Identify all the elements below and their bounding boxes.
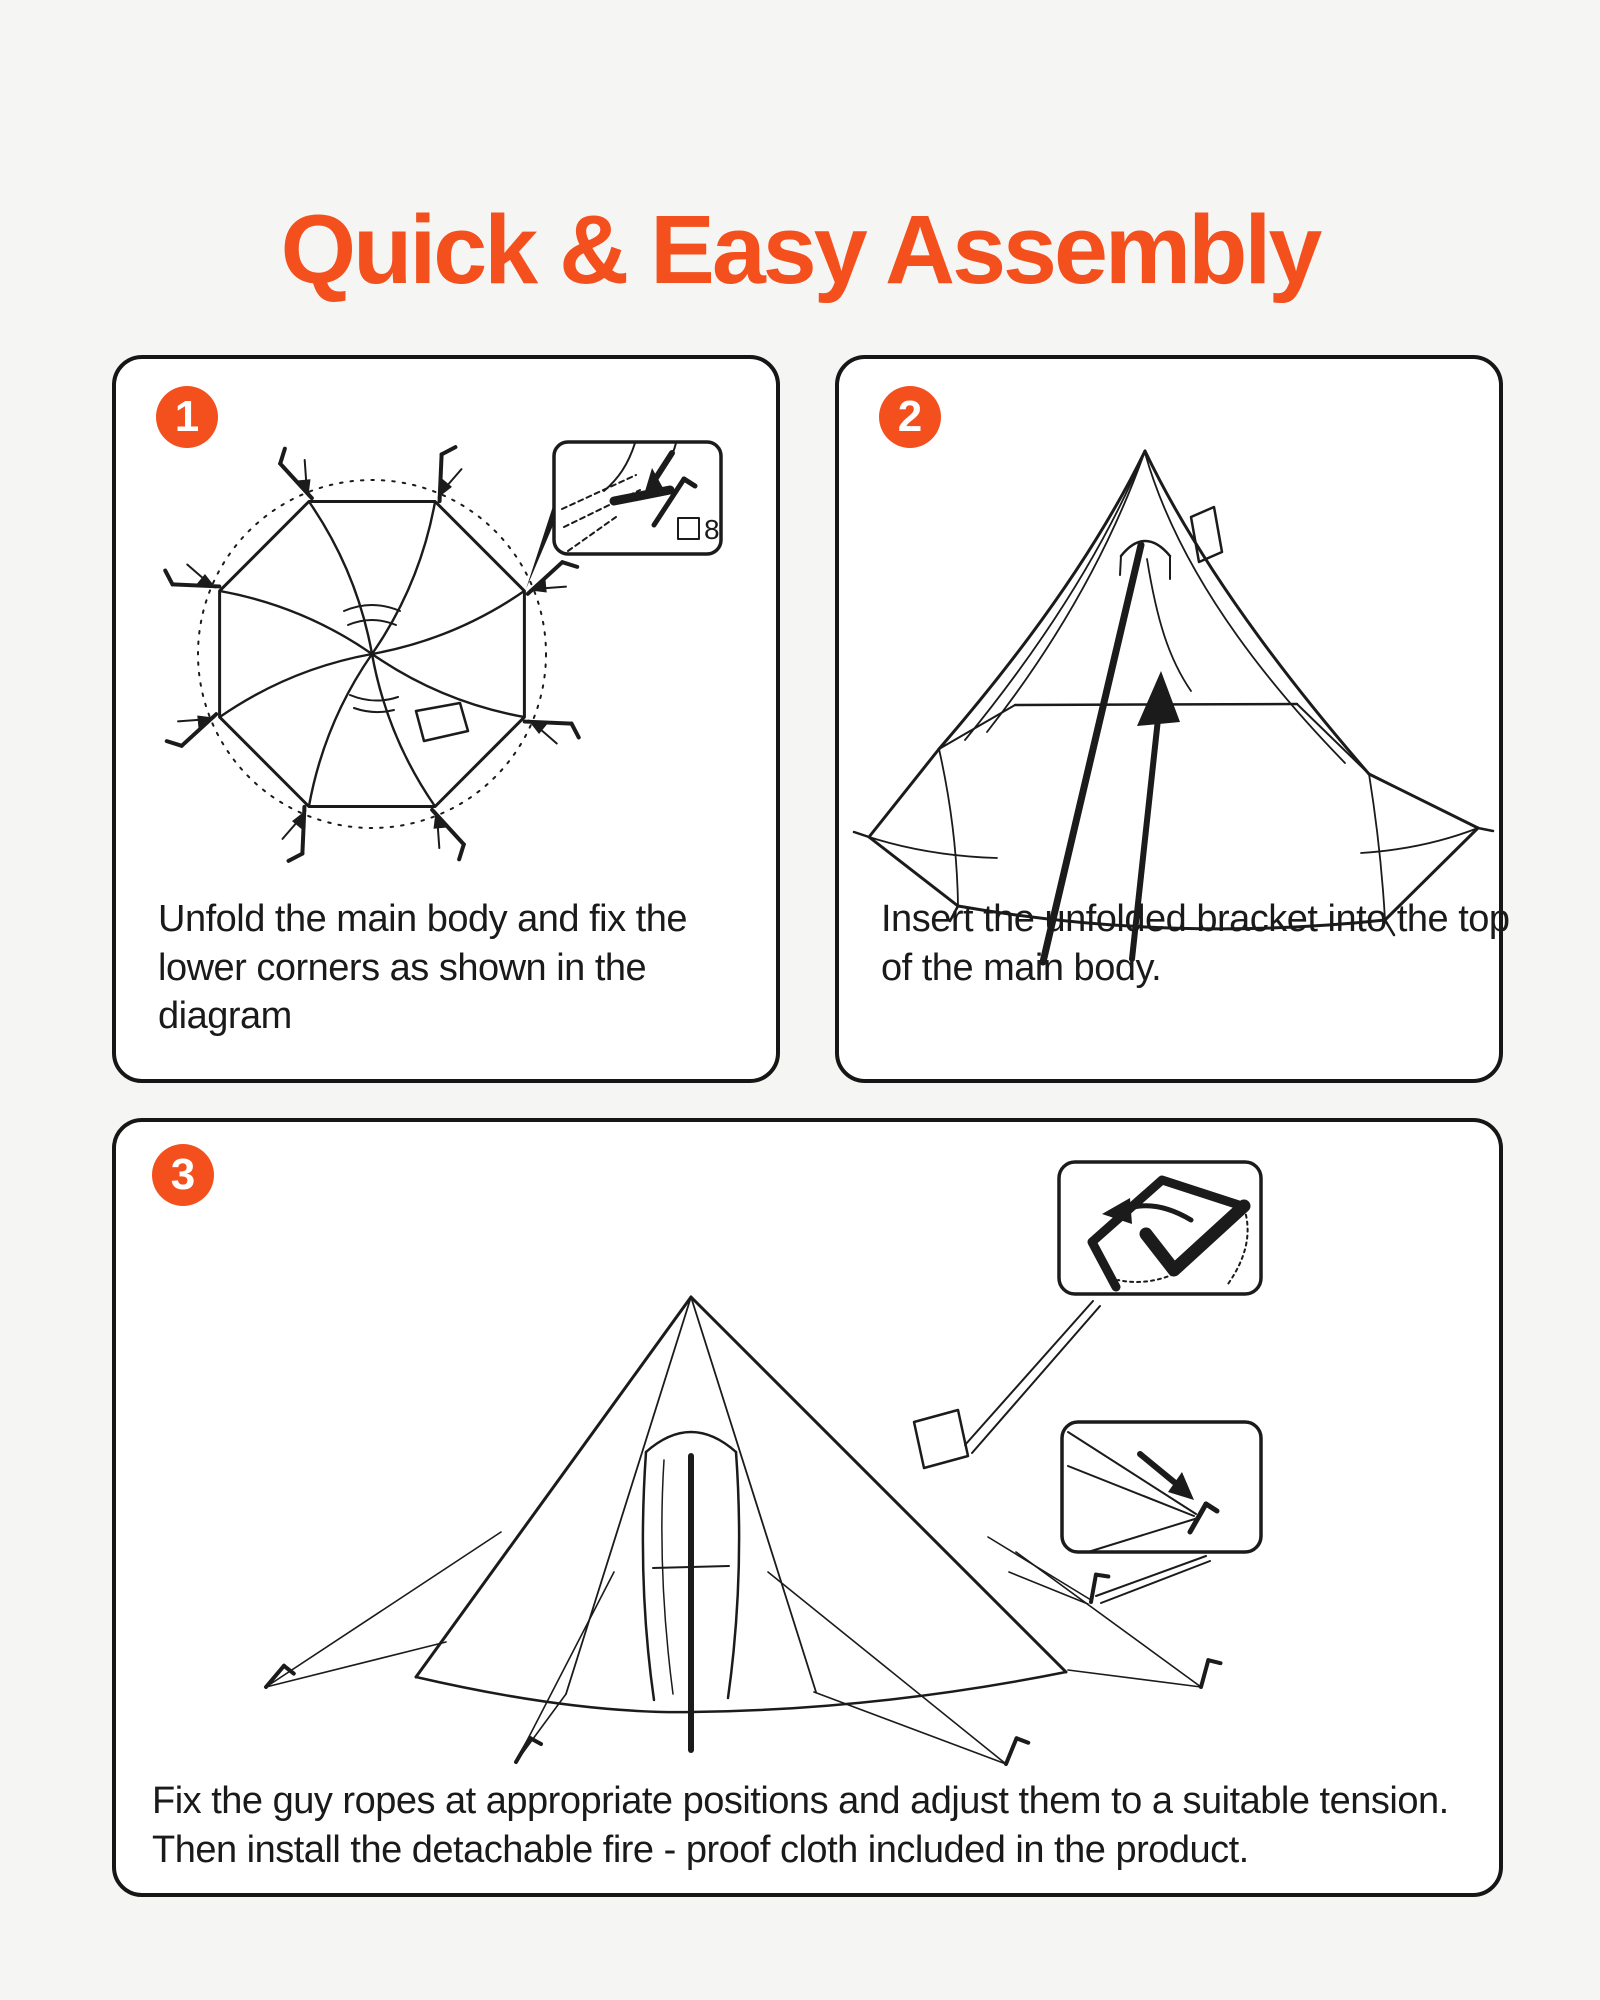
fire-cloth-window	[914, 1410, 968, 1468]
stake-icon	[1190, 1504, 1217, 1532]
step-3-diagram	[116, 1122, 1499, 1772]
step-3-instruction: Fix the guy ropes at appropriate positions and adjust them to a suitable tension. Then install the detachable fire - proof cloth included in the product.	[152, 1780, 1449, 1871]
step-1-panel	[112, 355, 780, 1083]
quantity-box	[678, 518, 699, 539]
quantity-label: 8	[704, 514, 720, 545]
step-2-instruction: Insert the unfolded bracket into the top of the main body.	[881, 898, 1510, 989]
step-2-panel	[835, 355, 1510, 1083]
inset-leader-lines	[965, 1301, 1210, 1603]
step-2-badge: 2	[879, 386, 941, 448]
tension-arrow-icon	[1140, 1454, 1194, 1500]
cloth-flap	[1146, 1206, 1244, 1270]
step-1-diagram	[116, 359, 776, 887]
step-1-instruction: Unfold the main body and fix the lower corners as shown in the diagram	[158, 898, 688, 1038]
rope-tension-detail-inset	[1062, 1422, 1261, 1552]
page-title: Quick & Easy Assembly	[280, 194, 1320, 304]
step-1-badge: 1	[156, 386, 218, 448]
fire-cloth-detail-inset	[1059, 1162, 1261, 1294]
stove-jack-window	[1191, 507, 1222, 562]
corner-stake-detail-inset	[554, 442, 721, 554]
vent-patch	[416, 703, 468, 741]
step-3-badge: 3	[152, 1144, 214, 1206]
door-and-center-pole	[643, 1432, 739, 1750]
tent-cone	[939, 451, 1369, 774]
step-3-panel	[112, 1118, 1503, 1897]
pitched-tent	[416, 1297, 1066, 1712]
top-opening	[1120, 541, 1191, 691]
